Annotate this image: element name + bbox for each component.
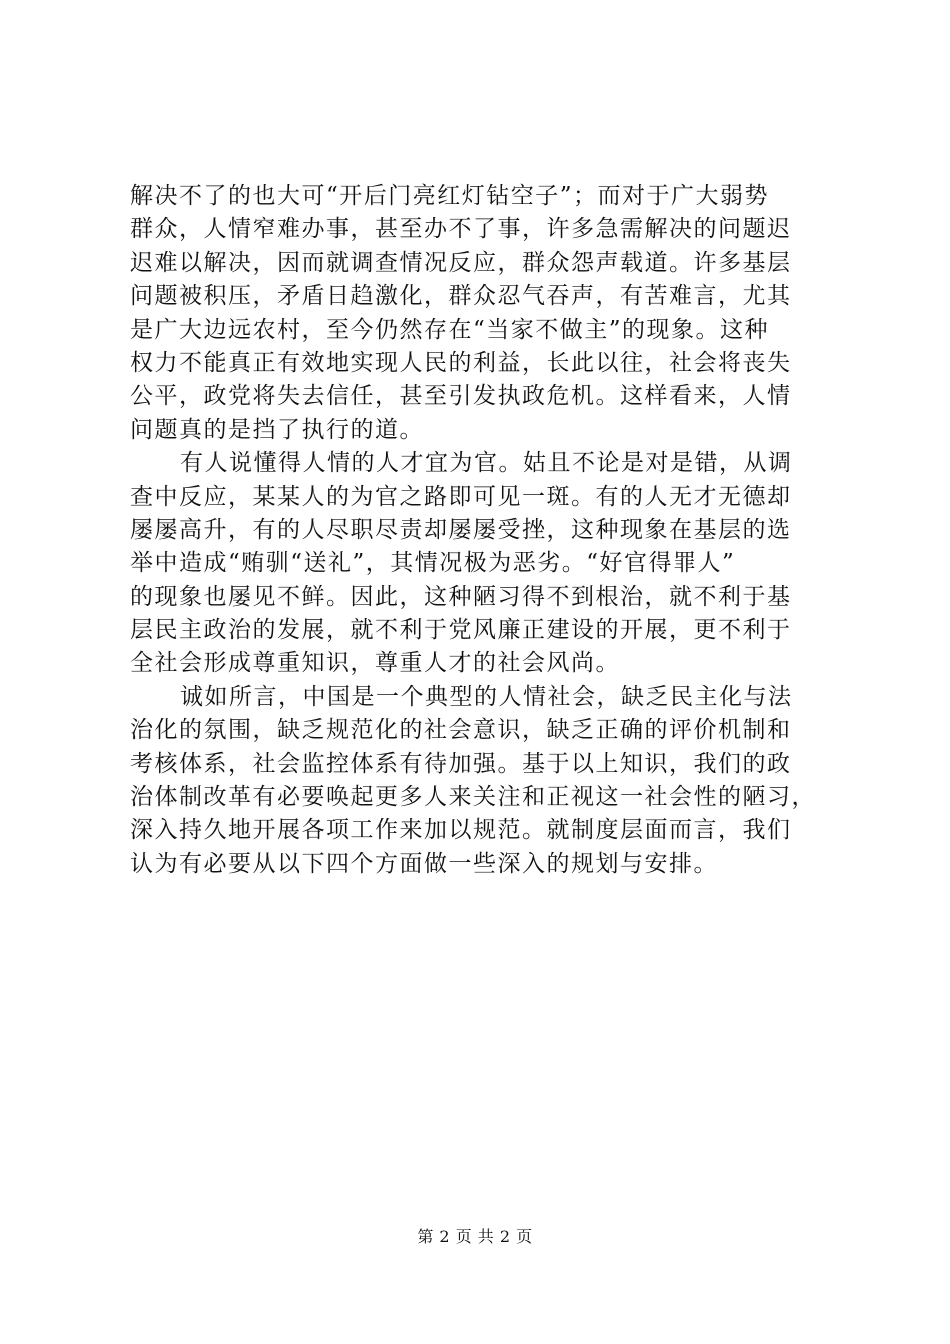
text-line: 举中造成“贿驯“送礼”，其情况极为恶劣。“好官得罪人” bbox=[130, 550, 736, 577]
text-line: 全社会形成尊重知识，尊重人才的社会风尚。 bbox=[130, 650, 620, 677]
text-line: 屡屡高升，有的人尽职尽责却屡屡受挫，这种现象在基层的选 bbox=[130, 516, 792, 543]
paragraph-first-line: 诚如所言，中国是一个典型的人情社会，缺乏民主化与法 bbox=[180, 683, 793, 710]
text-line: 是广大边远农村，至今仍然存在“当家不做主”的现象。这种 bbox=[130, 316, 770, 343]
text-line: 治化的氛围，缺乏规范化的社会意识，缺乏正确的评价机制和 bbox=[130, 717, 792, 744]
text-line: 解决不了的也大可“开后门亮红灯钻空子”；而对于广大弱势 bbox=[130, 183, 770, 209]
text-line: 公平，政党将失去信任，甚至引发执政危机。这样看来，人情 bbox=[130, 383, 792, 410]
document-body bbox=[130, 180, 822, 881]
text-line: 问题被积压，矛盾日趋激化，群众忍气吞声，有苦难言，尤其 bbox=[130, 283, 792, 310]
text-line: 考核体系，社会监控体系有待加强。基于以上知识，我们的政 bbox=[130, 750, 792, 777]
text-line: 深入持久地开展各项工作来加以规范。就制度层面而言，我们 bbox=[130, 817, 792, 844]
page-footer bbox=[0, 1224, 950, 1247]
text-line: 权力不能真正有效地实现人民的利益，长此以往，社会将丧失 bbox=[130, 349, 792, 376]
text-line: 治体制改革有必要唤起更多人来关注和正视这一社会性的陋习， bbox=[130, 784, 816, 811]
text-line: 层民主政治的发展，就不利于党风廉正建设的开展，更不利于 bbox=[130, 617, 792, 644]
text-line: 迟难以解决，因而就调查情况反应，群众怨声载道。许多基层 bbox=[130, 249, 792, 276]
page-number-label: 第 2 页 共 2 页 bbox=[417, 1227, 533, 1246]
text-line: 查中反应，某某人的为官之路即可见一斑。有的人无才无德却 bbox=[130, 483, 792, 510]
paragraph-first-line: 有人说懂得人情的人才宜为官。姑且不论是对是错，从调 bbox=[180, 450, 793, 477]
text-line: 群众，人情窄难办事，甚至办不了事，许多急需解决的问题迟 bbox=[130, 216, 792, 243]
text-line: 问题真的是挡了执行的道。 bbox=[130, 416, 424, 443]
text-line: 的现象也屡见不鲜。因此，这种陋习得不到根治，就不利于基 bbox=[130, 583, 792, 610]
text-line: 认为有必要从以下四个方面做一些深入的规划与安排。 bbox=[130, 850, 718, 877]
